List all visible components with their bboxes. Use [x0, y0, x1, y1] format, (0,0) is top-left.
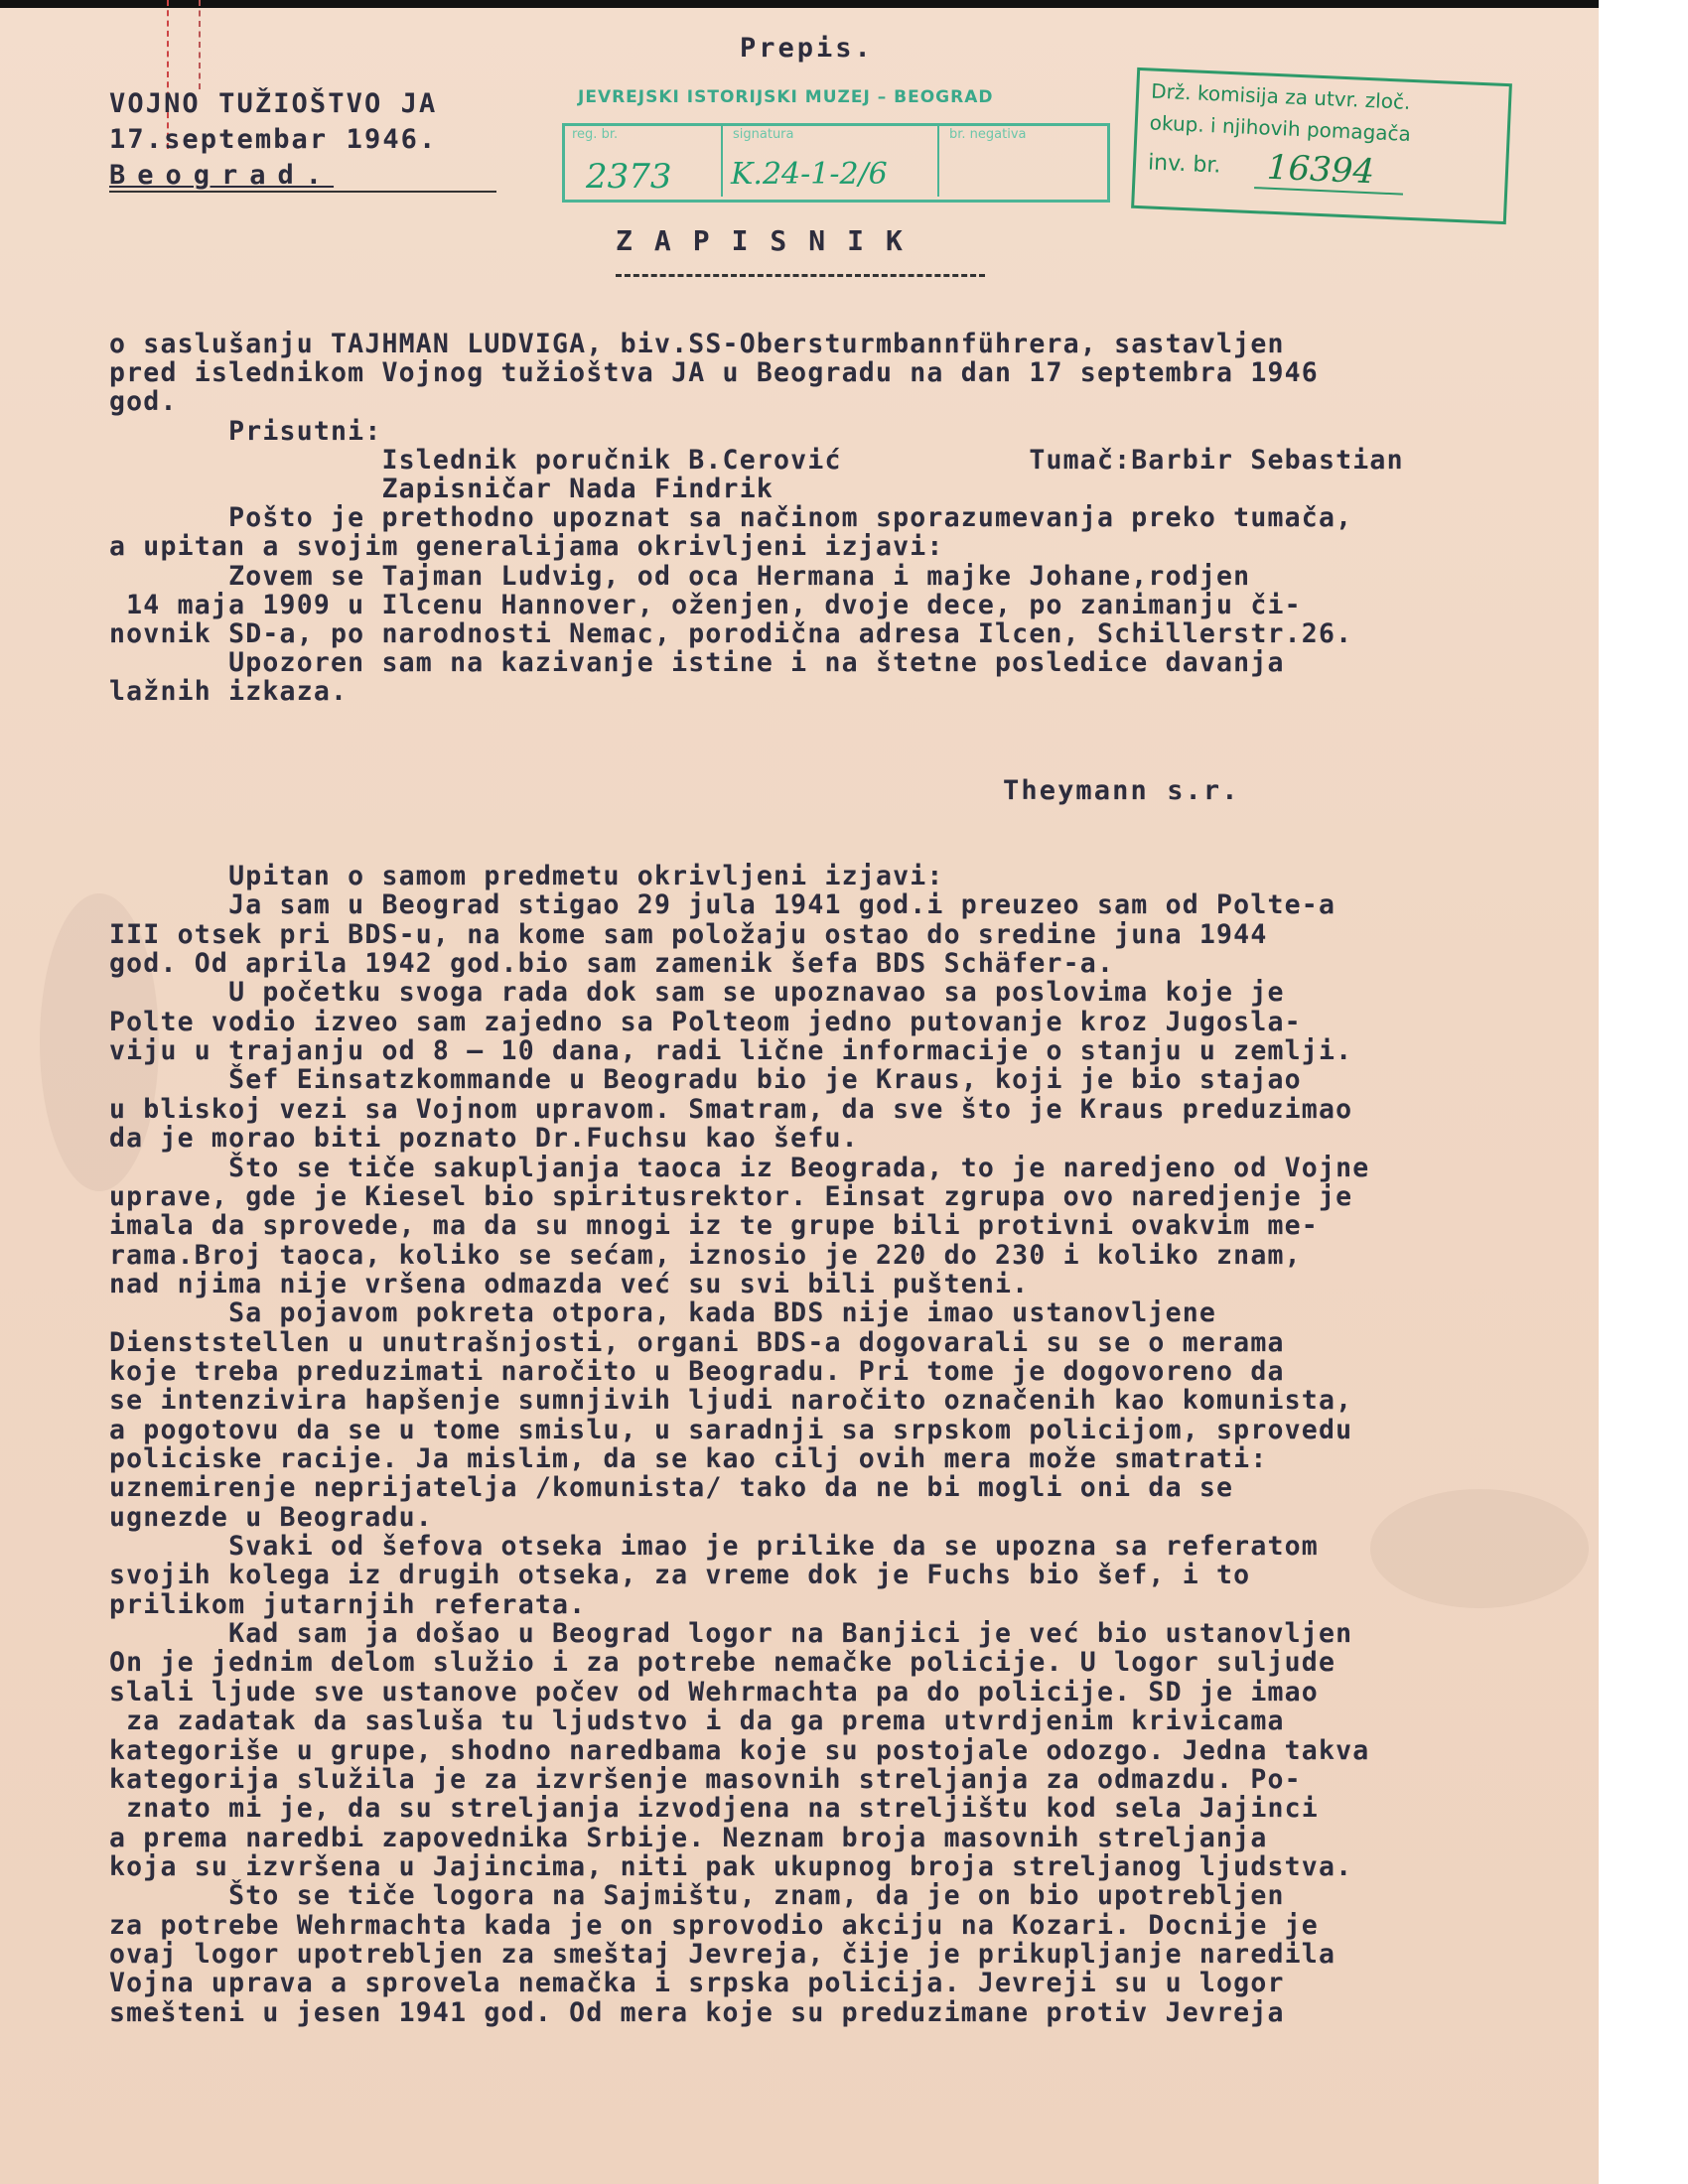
text-line: rama.Broj taoca, koliko se sećam, iznosio je 220 do 230 i koliko znam,	[109, 1239, 1302, 1271]
text-line: prilikom jutarnjih referata.	[109, 1588, 587, 1620]
museum-stamp	[562, 81, 1104, 199]
text-line: Ja sam u Beograd stigao 29 jula 1941 god.i preuzeo sam od Polte-a	[109, 889, 1336, 921]
text-line: a pogotovu da se u tome smislu, u saradnji sa srpskom policijom, sprovedu	[109, 1414, 1353, 1445]
text-line: o saslušanju TAJHMAN LUDVIGA, biv.SS-Obersturmbannführera, sastavljen	[109, 329, 1285, 359]
text-line: a prema naredbi zapovednika Srbije. Neznam broja masovnih streljanja	[109, 1822, 1268, 1853]
header-underline	[109, 191, 496, 193]
museum-stamp-reg-value: 2373	[586, 157, 672, 197]
fold-mark-2	[199, 0, 204, 89]
text-line: Svaki od šefova otseka imao je prilike da se upozna sa referatom	[109, 1531, 1319, 1563]
scan-top-edge	[0, 0, 1599, 8]
text-line: za zadatak da sasluša tu ljudstvo i da ga prema utvrdjenim krivicama	[109, 1706, 1285, 1737]
text-line: god.	[109, 386, 178, 418]
commission-stamp	[1131, 68, 1512, 224]
museum-stamp-reg-label: reg. br.	[572, 127, 619, 142]
museum-stamp-sig-label: signatura	[733, 127, 794, 142]
text-line: uznemirenje neprijatelja /komunista/ tako da ne bi mogli oni da se	[109, 1472, 1234, 1504]
text-line: Što se tiče sakupljanja taoca iz Beograda, to je naredjeno od Vojne	[109, 1152, 1370, 1183]
text-line: viju u trajanju od 8 – 10 dana, radi lične informacije o stanju u zemlji.	[109, 1035, 1353, 1067]
text-line: kategoriše u grupe, shodno naredbama koje su postojale odozgo. Jedna takva	[109, 1734, 1370, 1766]
text-line: Kad sam ja došao u Beograd logor na Banjici je već bio ustanovljen	[109, 1618, 1353, 1650]
text-line: Upitan o samom predmetu okrivljeni izjavi:	[109, 861, 944, 891]
text-line: U početku svoga rada dok sam se upoznavao sa poslovima koje je	[109, 977, 1285, 1009]
text-line: policiske racije. Ja mislim, da se kao cilj ovih mera može smatrati:	[109, 1443, 1268, 1474]
text-line: imala da sprovede, ma da su mnogi iz te grupe bili protivni ovakvim me-	[109, 1210, 1319, 1242]
text-line: ovaj logor upotrebljen za smeštaj Jevreja, čije je prikupljanje naredila	[109, 1938, 1336, 1970]
text-line: III otsek pri BDS-u, na kome sam položaju ostao do sredine juna 1944	[109, 918, 1268, 950]
scan-margin	[1599, 0, 1688, 2184]
text-line: lažnih izkaza.	[109, 676, 349, 708]
text-line: Zapisničar Nada Findrik	[109, 474, 774, 504]
text-line: Vojna uprava a sprovela nemačka i srpska policija. Jevreji su u logor	[109, 1968, 1285, 1999]
text-line: Šef Einsatzkommande u Beogradu bio je Kraus, koji je bio stajao	[109, 1064, 1302, 1096]
text-line: da je morao biti poznato Dr.Fuchsu kao šefu.	[109, 1123, 859, 1155]
text-line: a upitan a svojim generalijama okrivljeni izjavi:	[109, 531, 944, 563]
museum-stamp-name: JEVREJSKI ISTORIJSKI MUZEJ – BEOGRAD	[578, 87, 994, 107]
text-line: ugnezde u Beogradu.	[109, 1501, 433, 1533]
text-line: Prisutni:	[109, 415, 382, 447]
text-line: Pošto je prethodno upoznat sa načinom sporazumevanja preko tumača,	[109, 502, 1353, 534]
text-line: Što se tiče logora na Sajmištu, znam, da je on bio upotrebljen	[109, 1880, 1285, 1912]
title-underline	[616, 274, 985, 277]
text-line: Zovem se Tajman Ludvig, od oca Hermana i majke Johane,rodjen	[109, 560, 1251, 592]
office-date: 17.septembar 1946.	[109, 124, 438, 155]
text-line: Polte vodio izveo sam zajedno sa Polteom jedno putovanje kroz Jugosla-	[109, 1006, 1302, 1037]
commission-stamp-line1: Drž. komisija za utvr. zloč.	[1150, 78, 1411, 114]
text-line: kategorija služila je za izvršenje masovnih streljanja za odmazdu. Po-	[109, 1763, 1302, 1795]
text-line: svojih kolega iz drugih otseka, za vreme dok je Fuchs bio šef, i to	[109, 1560, 1251, 1591]
text-line: Islednik poručnik B.Cerović Tumač:Barbir Sebastian	[109, 444, 1404, 476]
text-line: Dienststellen u unutrašnjosti, organi BDS-a dogovarali su se o merama	[109, 1326, 1285, 1358]
text-line: znato mi je, da su streljanja izvodjena na streljištu kod sela Jajinci	[109, 1793, 1319, 1825]
museum-stamp-sig-value: K.24-1-2/6	[731, 157, 888, 192]
text-line: slali ljude sve ustanove počev od Wehrmachta pa do policije. SD je imao	[109, 1676, 1319, 1707]
text-line: koje treba preduzimati naročito u Beogradu. Pri tome je dogovoreno da	[109, 1355, 1285, 1387]
paper-stain	[1370, 1489, 1589, 1608]
commission-stamp-line2: okup. i njihovih pomagača	[1149, 110, 1412, 146]
text-line: novnik SD-a, po narodnosti Nemac, porodična adresa Ilcen, Schillerstr.26.	[109, 618, 1353, 649]
museum-stamp-neg-label: br. negativa	[949, 127, 1027, 142]
text-line: god. Od aprila 1942 god.bio sam zamenik šefa BDS Schäfer-a.	[109, 948, 1115, 980]
office-name: VOJNO TUŽIOŠTVO JA	[109, 88, 438, 119]
text-line: koja su izvršena u Jajincima, niti pak ukupnog broja streljanog ljudstva.	[109, 1850, 1353, 1882]
text-line: 14 maja 1909 u Ilcenu Hannover, oženjen, dvoje dece, po zanimanju či-	[109, 589, 1302, 620]
text-line: u bliskoj vezi sa Vojnom upravom. Smatram, da sve što je Kraus preduzimao	[109, 1093, 1353, 1125]
text-line: za potrebe Wehrmachta kada je on sprovodio akciju na Kozari. Docnije je	[109, 1909, 1319, 1941]
text-line: On je jednim delom služio i za potrebe nemačke policije. U logor suljude	[109, 1647, 1336, 1679]
text-line: nad njima nije vršena odmazda već su svi bili pušteni.	[109, 1268, 1030, 1299]
text-line: Sa pojavom pokreta otpora, kada BDS nije imao ustanovljene	[109, 1297, 1217, 1329]
signature: Theymann s.r.	[1003, 775, 1240, 806]
text-line: Upozoren sam na kazivanje istine i na štetne posledice davanja	[109, 647, 1285, 679]
text-line: uprave, gde je Kiesel bio spiritusrektor. Einsat zgrupa ovo naredjenje je	[109, 1180, 1353, 1212]
commission-stamp-inv-label: inv. br.	[1147, 150, 1221, 179]
text-line: se intenzivira hapšenje sumnjivih ljudi naročito označenih kao komunista,	[109, 1385, 1353, 1417]
commission-stamp-inv-value: 16394	[1266, 147, 1375, 193]
text-line: pred islednikom Vojnog tužioštva JA u Beogradu na dan 17 septembra 1946	[109, 357, 1319, 389]
document-header-title: Prepis.	[740, 33, 874, 64]
document-title: ZAPISNIK	[616, 224, 924, 257]
text-line: smešteni u jesen 1941 god. Od mera koje su preduzimane protiv Jevreja	[109, 1996, 1285, 2028]
office-city: Beograd.	[109, 160, 335, 191]
